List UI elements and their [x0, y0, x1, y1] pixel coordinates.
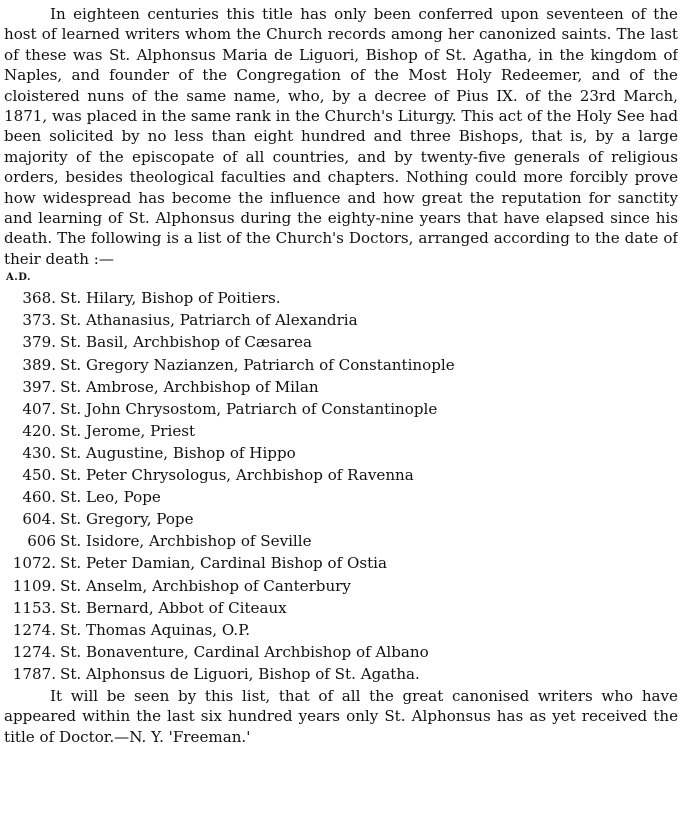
list-item [4, 442, 678, 464]
closing-paragraph: It will be seen by this list, that of all the great canonised writers who have appeared within the last six hundred years only St. Alphonsus has as yet received the title of Doctor.—N. Y. 'Freeman.' [4, 686, 678, 746]
list-item [4, 597, 678, 619]
list-item [4, 398, 678, 420]
doctor-year: 460. [22, 488, 56, 507]
list-item [4, 354, 678, 376]
doctor-name: St. Isidore, Archbishop of Seville [60, 532, 312, 551]
doctor-year: 450. [22, 466, 56, 485]
list-item [4, 464, 678, 486]
doctor-year: 604. [22, 510, 56, 529]
list-item [4, 287, 678, 309]
doctor-name: St. Anselm, Archbishop of Canterbury [60, 576, 351, 595]
list-item [4, 619, 678, 641]
doctors-list [4, 287, 678, 685]
doctor-name: St. Leo, Pope [60, 488, 161, 507]
doctor-year: 420. [22, 421, 56, 440]
list-item [4, 663, 678, 685]
doctor-name: St. Gregory Nazianzen, Patriarch of Constantinople [60, 355, 455, 374]
doctor-name: St. Gregory, Pope [60, 510, 194, 529]
doctor-year: 373. [22, 311, 56, 330]
doctor-year: 1274. [12, 620, 56, 639]
list-item [4, 331, 678, 353]
doctor-name: St. Peter Damian, Cardinal Bishop of Ostia [60, 554, 387, 573]
list-item [4, 530, 678, 552]
list-item [4, 552, 678, 574]
doctor-name: St. Peter Chrysologus, Archbishop of Ravenna [60, 466, 414, 485]
list-item [4, 420, 678, 442]
doctor-name: St. Thomas Aquinas, O.P. [60, 620, 251, 639]
doctor-name: St. Augustine, Bishop of Hippo [60, 443, 296, 462]
doctor-year: 1274. [12, 642, 56, 661]
intro-paragraph: In eighteen centuries this title has only been conferred upon seventeen of the host of learned writers whom the Church records among her canonized saints. The last of these was St. Alphonsus Maria de Liguori, Bishop of St. Agatha, in the kingdom of Naples, and founder of the Congregation of the Most Holy Redeemer, and of the cloistered nuns of the same name, who, by a decree of Pius IX. of the 23rd March, 1871, was placed in the same rank in the Church's Liturgy. This act of the Holy See had been solicited by no less than eight hundred and three Bishops, that is, by a large majority of the episcopate of all countries, and by twenty-five generals of religious orders, besides theological faculties and chapters. Nothing could more forcibly prove how widespread has become the influence and how great the reputation for sanctity and learning of St. Alphonsus during the eighty-nine years that have elapsed since his death. The following is a list of the Church's Doctors, arranged according to the date of their death :— [4, 5, 678, 268]
doctor-year: 1109. [12, 576, 56, 595]
doctor-year: 397. [22, 377, 56, 396]
doctor-year: 379. [22, 333, 56, 352]
list-label-ad: A.D. [6, 272, 32, 284]
doctor-name: St. Bernard, Abbot of Citeaux [60, 598, 287, 617]
list-item [4, 486, 678, 508]
doctor-name: St. John Chrysostom, Patriarch of Constantinople [60, 399, 438, 418]
list-item [4, 508, 678, 530]
doctor-year: 1072. [12, 554, 56, 573]
doctor-name: St. Athanasius, Patriarch of Alexandria [60, 311, 358, 330]
list-item [4, 641, 678, 663]
doctor-name: St. Hilary, Bishop of Poitiers. [60, 289, 281, 308]
doctor-name: St. Ambrose, Archbishop of Milan [60, 377, 319, 396]
doctor-year: 407. [22, 399, 56, 418]
doctor-name: St. Alphonsus de Liguori, Bishop of St. Agatha. [60, 664, 420, 683]
doctor-name: St. Basil, Archbishop of Cæsarea [60, 333, 312, 352]
doctor-year: 430. [22, 443, 56, 462]
doctor-year: 368. [22, 289, 56, 308]
doctor-year: 389. [22, 355, 56, 374]
list-item [4, 376, 678, 398]
doctor-year: 606 [27, 532, 56, 551]
list-item [4, 309, 678, 331]
doctor-name: St. Jerome, Priest [60, 421, 196, 440]
doctor-name: St. Bonaventure, Cardinal Archbishop of Albano [60, 642, 429, 661]
doctor-year: 1153. [12, 598, 56, 617]
list-item [4, 575, 678, 597]
document-page [4, 4, 678, 826]
doctor-year: 1787. [12, 664, 56, 683]
